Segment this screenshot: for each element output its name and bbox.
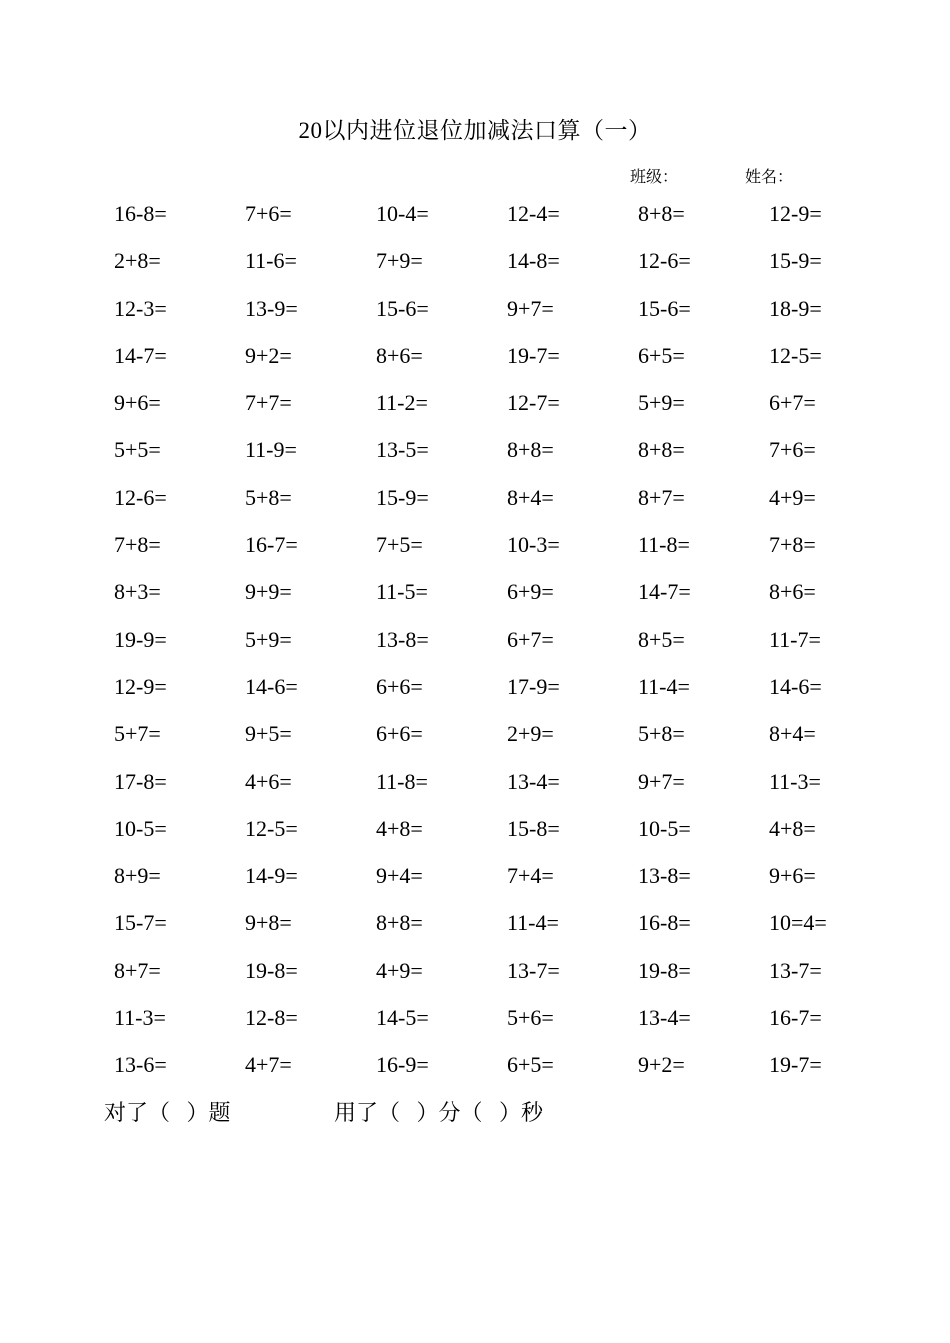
problem-row [114, 618, 914, 665]
problem-cell: 10-5= [638, 815, 691, 841]
problem-cell: 11-2= [376, 390, 428, 416]
problem-cell: 13-4= [638, 1005, 691, 1031]
problem-row [114, 381, 914, 428]
problem-cell: 9+5= [245, 721, 292, 747]
problem-cell: 6+7= [507, 626, 554, 652]
correct-count-line: 对了（ ）题 [104, 1100, 231, 1125]
problem-cell: 13-8= [376, 626, 429, 652]
problem-cell: 19-8= [638, 957, 691, 983]
problem-cell: 16-8= [114, 201, 167, 226]
problem-cell: 7+4= [507, 863, 554, 889]
worksheet-title: 20以内进位退位加减法口算（一） [298, 118, 652, 143]
problem-cell: 9+8= [245, 910, 292, 936]
problem-cell: 9+6= [114, 390, 161, 416]
problem-cell: 9+4= [376, 863, 423, 889]
problem-cell: 13-9= [245, 295, 298, 321]
problem-cell: 8+6= [376, 342, 423, 368]
problem-cell: 4+6= [245, 768, 292, 794]
problem-cell: 13-4= [507, 768, 560, 794]
problem-cell: 16-7= [769, 1005, 822, 1031]
problem-cell: 12-3= [114, 295, 167, 321]
problem-cell: 12-5= [769, 342, 822, 368]
problem-cell: 11-3= [769, 768, 821, 794]
problem-cell: 5+9= [245, 626, 292, 652]
problem-cell: 4+8= [769, 815, 816, 841]
problem-cell: 9+7= [507, 295, 554, 321]
problem-cell: 14-7= [638, 579, 691, 605]
problem-row [114, 949, 914, 996]
problem-row [114, 760, 914, 807]
problem-cell: 12-4= [507, 201, 560, 226]
problem-cell: 4+9= [769, 484, 816, 510]
problem-cell: 19-7= [769, 1052, 822, 1078]
problem-cell: 18-9= [769, 295, 822, 321]
problem-cell: 8+5= [638, 626, 685, 652]
problem-cell: 8+8= [638, 201, 685, 226]
problem-row [114, 996, 914, 1043]
problem-cell: 7+7= [245, 390, 292, 416]
problem-cell: 5+8= [245, 484, 292, 510]
problem-cell: 9+7= [638, 768, 685, 794]
problem-cell: 12-5= [245, 815, 298, 841]
problem-cell: 9+2= [638, 1052, 685, 1078]
problem-row [114, 712, 914, 759]
problem-cell: 7+5= [376, 532, 423, 558]
problem-cell: 19-8= [245, 957, 298, 983]
name-label: 姓名： [745, 169, 794, 186]
problem-cell: 15-9= [769, 248, 822, 274]
class-label: 班级： [630, 169, 679, 186]
problem-cell: 13-6= [114, 1052, 167, 1078]
problem-cell: 15-7= [114, 910, 167, 936]
problem-cell: 12-7= [507, 390, 560, 416]
problem-cell: 6+6= [376, 673, 423, 699]
problem-cell: 4+8= [376, 815, 423, 841]
problem-cell: 9+9= [245, 579, 292, 605]
problem-cell: 8+4= [769, 721, 816, 747]
problem-row [114, 428, 914, 475]
problem-cell: 13-5= [376, 437, 429, 463]
problem-cell: 11-4= [507, 910, 559, 936]
problem-cell: 5+6= [507, 1005, 554, 1031]
problem-cell: 4+9= [376, 957, 423, 983]
problem-cell: 19-9= [114, 626, 167, 652]
problem-cell: 13-7= [769, 957, 822, 983]
problem-cell: 15-6= [638, 295, 691, 321]
problem-cell: 7+6= [769, 437, 816, 463]
problem-row [114, 523, 914, 570]
problem-cell: 14-5= [376, 1005, 429, 1031]
problem-cell: 6+9= [507, 579, 554, 605]
problem-cell: 14-8= [507, 248, 560, 274]
problem-cell: 14-6= [769, 673, 822, 699]
time-used-line: 用了（ ）分（ ）秒 [334, 1100, 544, 1125]
problem-cell: 5+7= [114, 721, 161, 747]
problem-cell: 12-9= [114, 673, 167, 699]
problem-cell: 8+4= [507, 484, 554, 510]
problem-cell: 11-5= [376, 579, 428, 605]
problem-cell: 5+5= [114, 437, 161, 463]
problem-cell: 16-9= [376, 1052, 429, 1078]
problem-cell: 11-6= [245, 248, 297, 274]
problem-row [114, 665, 914, 712]
problem-cell: 17-9= [507, 673, 560, 699]
problem-cell: 2+9= [507, 721, 554, 747]
problem-cell: 6+5= [507, 1052, 554, 1078]
problem-cell: 5+9= [638, 390, 685, 416]
problem-cell: 15-9= [376, 484, 429, 510]
problem-cell: 8+7= [114, 957, 161, 983]
problem-grid [114, 192, 914, 1091]
problem-cell: 8+3= [114, 579, 161, 605]
problem-cell: 8+9= [114, 863, 161, 889]
problem-cell: 11-8= [638, 532, 690, 558]
problem-cell: 10-3= [507, 532, 560, 558]
problem-cell: 14-9= [245, 863, 298, 889]
problem-cell: 10=4= [769, 910, 827, 936]
problem-cell: 12-6= [638, 248, 691, 274]
problem-cell: 13-8= [638, 863, 691, 889]
problem-cell: 7+9= [376, 248, 423, 274]
problem-row [114, 192, 914, 239]
problem-cell: 19-7= [507, 342, 560, 368]
problem-row [114, 239, 914, 286]
problem-cell: 8+7= [638, 484, 685, 510]
problem-row [114, 334, 914, 381]
problem-cell: 6+7= [769, 390, 816, 416]
problem-cell: 8+8= [507, 437, 554, 463]
problem-cell: 5+8= [638, 721, 685, 747]
problem-cell: 15-6= [376, 295, 429, 321]
problem-cell: 2+8= [114, 248, 161, 274]
problem-cell: 15-8= [507, 815, 560, 841]
problem-cell: 6+5= [638, 342, 685, 368]
problem-cell: 17-8= [114, 768, 167, 794]
problem-cell: 10-4= [376, 201, 429, 226]
problem-cell: 8+8= [376, 910, 423, 936]
problem-cell: 13-7= [507, 957, 560, 983]
problem-row [114, 476, 914, 523]
problem-row [114, 901, 914, 948]
problem-cell: 12-8= [245, 1005, 298, 1031]
problem-cell: 14-7= [114, 342, 167, 368]
problem-cell: 11-4= [638, 673, 690, 699]
problem-cell: 11-8= [376, 768, 428, 794]
problem-cell: 4+7= [245, 1052, 292, 1078]
problem-cell: 11-3= [114, 1005, 166, 1031]
problem-cell: 9+6= [769, 863, 816, 889]
problem-cell: 12-9= [769, 201, 822, 226]
problem-cell: 7+8= [769, 532, 816, 558]
problem-cell: 11-7= [769, 626, 821, 652]
problem-cell: 11-9= [245, 437, 297, 463]
problem-cell: 14-6= [245, 673, 298, 699]
problem-row [114, 807, 914, 854]
problem-row [114, 854, 914, 901]
problem-row [114, 1043, 914, 1090]
problem-row [114, 570, 914, 617]
problem-cell: 8+8= [638, 437, 685, 463]
problem-row [114, 287, 914, 334]
problem-cell: 12-6= [114, 484, 167, 510]
problem-cell: 16-8= [638, 910, 691, 936]
problem-cell: 9+2= [245, 342, 292, 368]
problem-cell: 16-7= [245, 532, 298, 558]
problem-cell: 10-5= [114, 815, 167, 841]
problem-cell: 6+6= [376, 721, 423, 747]
problem-cell: 7+6= [245, 201, 292, 226]
problem-cell: 7+8= [114, 532, 161, 558]
problem-cell: 8+6= [769, 579, 816, 605]
